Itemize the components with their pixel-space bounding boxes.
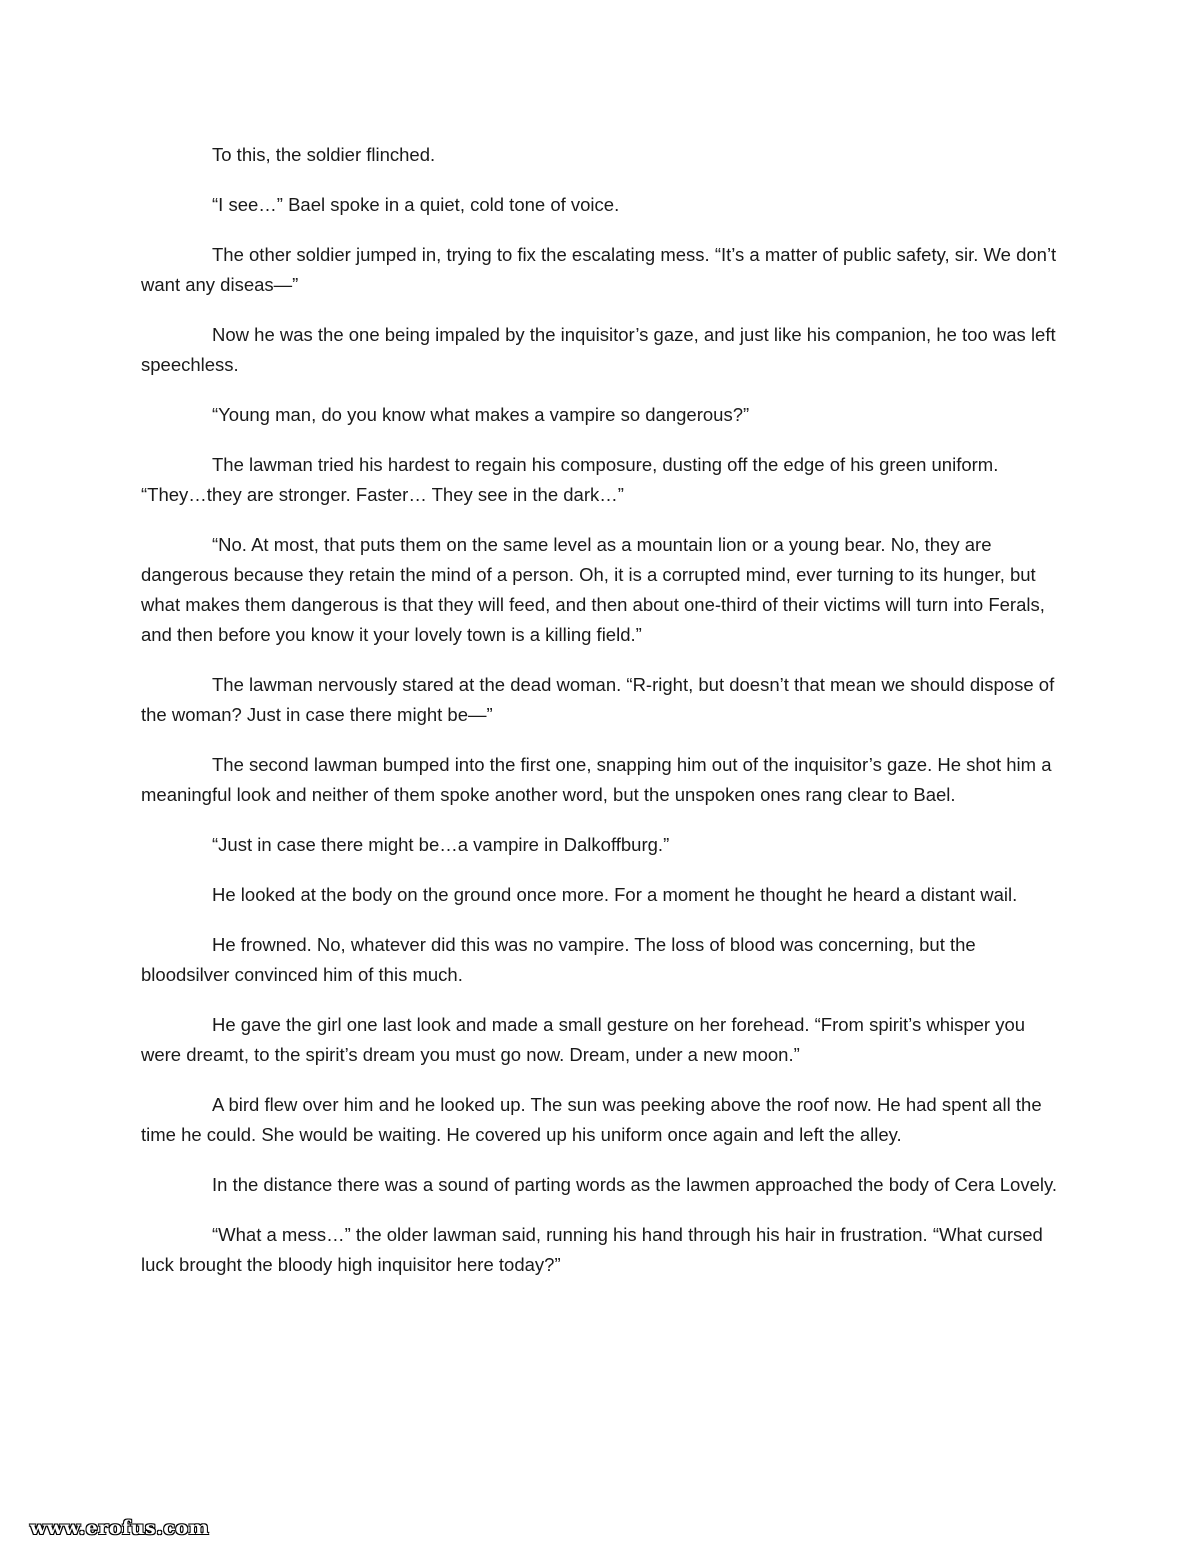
paragraph: The second lawman bumped into the first one, snapping him out of the inquisitor’s gaze. He shot him a meaningful look and neither of them spoke another word, but the unspoken ones rang clear to Bael. — [141, 754, 1052, 805]
paragraph: A bird flew over him and he looked up. The sun was peeking above the roof now. He had spent all the time he could. She would be waiting. He covered up his uniform once again and left the alley. — [141, 1094, 1042, 1145]
paragraph: To this, the soldier flinched. — [212, 144, 436, 165]
paragraph: In the distance there was a sound of parting words as the lawmen approached the body of Cera Lovely. — [212, 1174, 1058, 1195]
paragraph: Now he was the one being impaled by the inquisitor’s gaze, and just like his companion, he too was left speechless. — [141, 324, 1056, 375]
site-watermark: www.erofus.com — [30, 1517, 210, 1539]
paragraph: He looked at the body on the ground once more. For a moment he thought he heard a distant wail. — [212, 884, 1018, 905]
paragraph: He frowned. No, whatever did this was no vampire. The loss of blood was concerning, but the bloodsilver convinced him of this much. — [141, 934, 976, 985]
paragraph: “Young man, do you know what makes a vampire so dangerous?” — [212, 404, 750, 425]
paragraph: The other soldier jumped in, trying to fix the escalating mess. “It’s a matter of public safety, sir. We don’t want any diseas—” — [141, 244, 1057, 295]
paragraph: “What a mess…” the older lawman said, running his hand through his hair in frustration. “What cursed luck brought the bloody high inquisitor here today?” — [141, 1224, 1043, 1275]
paragraph: The lawman tried his hardest to regain his composure, dusting off the edge of his green uniform. “They…they are stronger. Faster… They see in the dark…” — [141, 454, 999, 505]
paragraph: “Just in case there might be…a vampire in Dalkoffburg.” — [212, 834, 670, 855]
paragraph: “I see…” Bael spoke in a quiet, cold tone of voice. — [212, 194, 620, 215]
paragraph: The lawman nervously stared at the dead woman. “R-right, but doesn’t that mean we should dispose of the woman? Just in case there might be—” — [141, 674, 1055, 725]
paragraph: He gave the girl one last look and made a small gesture on her forehead. “From spirit’s whisper you were dreamt, to the spirit’s dream you must go now. Dream, under a new moon.” — [141, 1014, 1026, 1065]
body-text — [141, 140, 1059, 1300]
paragraph: “No. At most, that puts them on the same level as a mountain lion or a young bear. No, they are dangerous because they retain the mind of a person. Oh, it is a corrupted mind, ever turning to its hunger, but what makes them dangerous is that they will feed, and then about one-third of their victims will turn into Ferals, and then before you know it your lovely town is a killing field.” — [141, 534, 1045, 645]
